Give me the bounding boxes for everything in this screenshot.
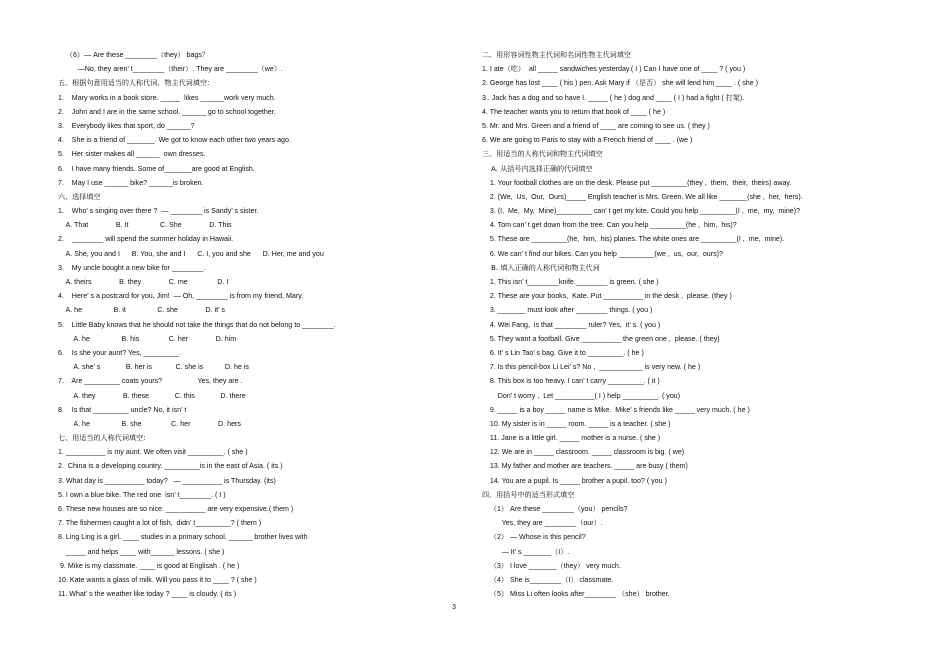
exercise-line: 1. I ate（吃） all _____ sandwiches yesterday.( I ) Can I have one of ____ ? ( you ) [482,65,746,74]
section-heading: 五、根据句意用适当的人称代词、物主代词填空： [58,78,215,88]
exercise-line: 10. Kate wants a glass of milk. Will you pass it to ____ ? ( she ) [58,575,257,584]
exercise-line: （6）— Are these ________（they） bags？ [58,51,210,59]
exercise-line: 6. We are going to Paris to stay with a French friend of ____ . (we ) [482,136,693,145]
exercise-line: 4. Here’ s a postcard for you, Jim! — Oh, ________ is from my friend, Mary. [58,292,304,301]
exercise-line: A. she’ s B. her is C. she is D. he is [58,363,249,372]
exercise-line: A. That B. It C. She D. This [58,221,232,230]
exercise-line: A. he B. his C. her D. him [58,334,237,343]
exercise-line: 1. Mary works in a book store. _____ likes ______work very much. [58,93,276,102]
exercise-line: 11. Jane is a little girl. _____ mother is a nurse. ( she ) [482,434,661,443]
exercise-line: 1. This isn’ t________knife.________ is green. ( she ) [482,278,659,286]
exercise-line: 5. They want a football. Give __________ the green one , please. ( they) [482,334,720,343]
section-heading: 二、用形容词性物主代词和名词性物主代词填空 [482,50,631,59]
exercise-line: 8. Ling Ling is a girl. ____ studies in a primary school. ______ brother lives with [58,533,308,542]
right-column [482,48,902,601]
exercise-line: 6. I have many friends. Some of_______are good at English. [58,164,255,173]
exercise-line: 5. I own a blue bike. The red one isn’ t________. ( I ) [58,490,226,499]
exercise-line: _____ and helps ____ with______ lessons. ( she ) [58,547,225,556]
exercise-line: （3） I love _______（they） very much. [482,561,621,570]
exercise-line: 3. Everybody likes that sport, do ______? [58,121,195,130]
exercise-line: 9. _____ is a boy _____ name is Mike. Mike’ s friends like _____ very much. ( he ) [482,405,750,414]
exercise-line: 13. My father and mother are teachers. _____ are busy ( them) [482,462,688,471]
section-heading: 四、用括号中的适当形式填空 [482,489,575,499]
exercise-line: — It’ s _______（I）. [482,547,570,556]
exercise-line: 8. Is that _________ uncle? No, it isn’ t [58,405,187,414]
exercise-line: 2. (We, Us, Our, Ours)_____ English teacher is Mrs. Green. We all like _______(she , her, hers). [482,192,803,201]
exercise-line: A. they B. these C. this D. there [58,391,246,400]
exercise-line: A. he B. she C. her D. hers [58,419,241,428]
exercise-line: （5） Miss Li often looks after________ （she） brother. [482,590,670,599]
exercise-line: 3. _______ must look after ________ things. ( you ) [482,306,653,315]
exercise-line: 1. Your football clothes are on the desk. Please put _________(they , them, their, theirs) away. [482,178,792,187]
exercise-line: 3. (I, Me, My, Mine)_________ can’ t get my kite. Could you help _________(I , me, my, mine)? [482,207,801,216]
exercise-line: 11. What’ s the weather like today ? ____ is cloudy. ( its ) [58,590,237,599]
exercise-line: 6. Is she your aunt? Yes, _________. [58,348,182,357]
exercise-line: 1. __________ is my aunt. We often visit _________. ( she ) [58,448,248,457]
section-heading: B. 填入正确的人称代词和物主代词 [482,262,600,272]
exercise-line: 10. My sister is in _____ room. _____ is a teacher. ( she ) [482,419,671,428]
exercise-line: 3. What day is __________ today? — __________ is Thursday. (its) [58,476,276,485]
page-number: 3 [452,604,456,611]
exercise-line: 2. John and I are in the same school. ______ go to school together. [58,107,276,116]
exercise-line: 6. We can’ t find our bikes. Can you help _________(we , us, our, ours)? [482,249,723,258]
exercise-line: A. She, you and I B. You, she and I C. I, you and she D. Her, me and you [58,249,324,258]
exercise-line: 5. These are _________(he, him, his) planes. The white ones are _________(I , me, mine). [482,235,785,244]
exercise-line: A. theirs B. they C. me D. I [58,278,229,286]
exercise-line: 4. She is a friend of _______. We got to know each other two years ago. [58,136,291,145]
exercise-line: （1） Are these ________（you） pencils? [482,505,628,513]
exercise-line: 2. China is a developing country. _________is in the east of Asia. ( its ) [58,462,283,471]
exercise-line: 4. The teacher wants you to return that book of ____ ( he ) [482,107,666,116]
exercise-line: 5. Mr. and Mrs. Green and a friend of ____ are coming to see us. ( they ) [482,121,710,130]
exercise-line: 6. It’ s Lin Tao’ s bag. Give it to _________. ( he ) [482,348,644,357]
exercise-line: 5. Her sister makes all ______ own dresses. [58,150,206,159]
exercise-line: 7. Are _________ coats yours? Yes, they are . [58,377,243,386]
exercise-line: 14. You are a pupil. Is _____ brother a pupil. too? ( you ) [482,476,667,485]
exercise-line: 6. These new houses are so nice. __________ are very expensive.( them ) [58,505,294,513]
exercise-line: 7. May I use ______ bike? ______is broken. [58,178,204,187]
exercise-line: —No, they aren’ t________（their）. They are ________（we）. [58,65,283,74]
exercise-line: 7. Is this pencil-box Li Lei’ s? No , ___________ is very new. ( he ) [482,363,701,372]
exercise-line: 3.. Jack has a dog and so have I. _____ ( he ) dog and ____ ( I ) had a fight ( 打架). [482,93,745,102]
exercise-line: （2） — Whose is this pencil? [482,533,586,542]
left-column [58,48,453,601]
exercise-line: 12. We are in _____ classroom. _____ classroom is big. ( we) [482,448,685,457]
section-heading: A. 从括号内选择正确的代词填空 [482,163,593,173]
exercise-line: 8. This box is too heavy. I can’ t carry _________. ( it ) [482,377,660,386]
exercise-line: 2. These are your books, Kate. Put __________ in the desk , please. (they ) [482,292,732,301]
exercise-line: 2. George has lost ____ ( his ) pen. Ask Mary if （是否） she will lend him ____ . ( she ) [482,79,758,88]
exercise-line: 3. My uncle bought a new bike for ________. [58,263,206,272]
section-heading: 三、用适当的人称代词和物主代词填空 [482,149,603,159]
exercise-line: 1. Who’ s singing over there ? — ________ is Sandy’ s sister. [58,207,259,216]
section-heading: 七、用适当的人称代词填空: [58,433,146,443]
exercise-line: 4. Wei Fang, is that ________ ruler? Yes, it’ s. ( you ) [482,320,661,329]
exercise-line: A. he B. it C. she D. it’ s [58,306,225,315]
exercise-line: 5. Little Baby knows that he should not take the things that do not belong to ________. [58,320,336,329]
exercise-line: 4. Tom can’ t get down from the tree. Can you help _________(he , him, his)? [482,221,737,230]
exercise-line: Yes, they are ________（our）. [482,519,603,528]
exercise-line: Don’ t worry , Let __________( I ) help _________. ( you) [482,391,681,400]
exercise-line: 7. The fishermen caught a lot of fish, didn’ t_________? ( them ) [58,519,262,528]
exercise-line: 2. ________ will spend the summer holiday in Hawaii. [58,235,234,244]
section-heading: 六、选择填空 [58,191,101,201]
exercise-line: （4） She is________（I） classmate. [482,575,614,584]
exercise-line: 9. Mike is my classmate. ____ is good at Englisah . ( he ) [58,561,240,570]
